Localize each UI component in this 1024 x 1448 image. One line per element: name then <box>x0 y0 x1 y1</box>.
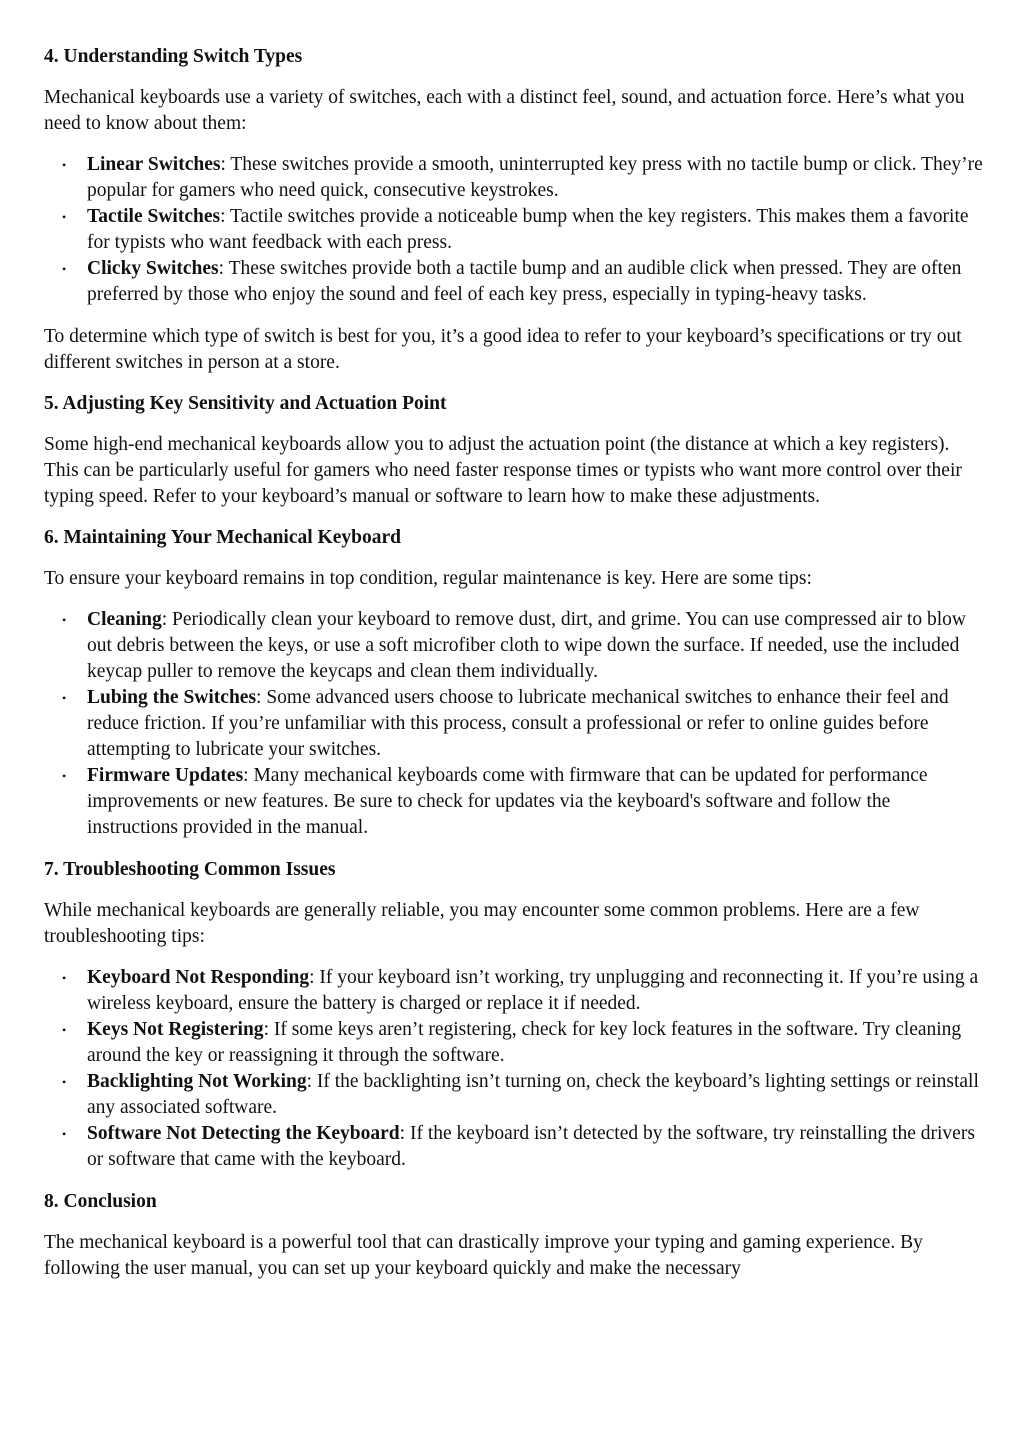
item-term: Lubing the Switches <box>87 687 257 708</box>
list-item <box>87 256 984 308</box>
item-term: Cleaning <box>87 609 162 630</box>
item-text: : If some keys aren’t registering, check for key lock features in the software. Try cleaning around the key or reassigning it through the software. <box>87 1019 962 1066</box>
section-intro: Mechanical keyboards use a variety of switches, each with a distinct feel, sound, and actuation force. Here’s what you need to know about them: <box>44 87 965 134</box>
list-item <box>87 1069 984 1121</box>
list-item <box>87 965 984 1017</box>
item-term: Tactile Switches <box>87 206 221 227</box>
item-term: Keyboard Not Responding <box>87 967 310 988</box>
section-outro: To determine which type of switch is best for you, it’s a good idea to refer to your keyboard’s specifications or try out different switches in person at a store. <box>44 326 962 373</box>
section-intro: While mechanical keyboards are generally reliable, you may encounter some common problems. Here are a few troubleshooting tips: <box>44 900 920 947</box>
item-term: Keys Not Registering <box>87 1019 264 1040</box>
list-item <box>87 204 984 256</box>
item-text: : Some advanced users choose to lubricate mechanical switches to enhance their feel and reduce friction. If you’re unfamiliar with this process, consult a professional or refer to online guides before attempting to lubricate your switches. <box>87 687 949 760</box>
list-item <box>87 685 984 763</box>
item-text: : Many mechanical keyboards come with firmware that can be updated for performance improvements or new features. Be sure to check for updates via the keyboard's software and follow the instructions provided in the manual. <box>87 765 928 838</box>
section-heading: 4. Understanding Switch Types <box>44 46 303 67</box>
section-intro: The mechanical keyboard is a powerful tool that can drastically improve your typing and gaming experience. By following the user manual, you can set up your keyboard quickly and make the necessary <box>44 1232 923 1279</box>
item-term: Clicky Switches <box>87 258 219 279</box>
list-item <box>87 763 984 841</box>
bullet-list <box>44 152 984 308</box>
section-heading: 8. Conclusion <box>44 1191 157 1212</box>
item-text: : If the backlighting isn’t turning on, check the keyboard’s lighting settings or reinstall any associated software. <box>87 1071 979 1118</box>
document-page <box>44 40 984 1297</box>
bullet-list <box>44 607 984 841</box>
section-heading: 5. Adjusting Key Sensitivity and Actuation Point <box>44 393 447 414</box>
item-term: Software Not Detecting the Keyboard <box>87 1123 400 1144</box>
section-heading: 7. Troubleshooting Common Issues <box>44 859 336 880</box>
section-heading: 6. Maintaining Your Mechanical Keyboard <box>44 527 401 548</box>
item-text: : If the keyboard isn’t detected by the software, try reinstalling the drivers or software that came with the keyboard. <box>87 1123 975 1170</box>
item-text: : These switches provide both a tactile bump and an audible click when pressed. They are often preferred by those who enjoy the sound and feel of each key press, especially in typing-heavy tasks. <box>87 258 962 305</box>
item-text: : Tactile switches provide a noticeable bump when the key registers. This makes them a favorite for typists who want feedback with each press. <box>87 206 969 253</box>
item-text: : If your keyboard isn’t working, try unplugging and reconnecting it. If you’re using a wireless keyboard, ensure the battery is charged or replace it if needed. <box>87 967 979 1014</box>
item-term: Firmware Updates <box>87 765 244 786</box>
list-item <box>87 152 984 204</box>
section-intro: Some high-end mechanical keyboards allow you to adjust the actuation point (the distance at which a key registers). This can be particularly useful for gamers who need faster response times or typists who want more control over their typing speed. Refer to your keyboard’s manual or software to learn how to make these adjustments. <box>44 434 962 507</box>
list-item <box>87 1121 984 1173</box>
list-item <box>87 607 984 685</box>
item-text: : Periodically clean your keyboard to remove dust, dirt, and grime. You can use compressed air to blow out debris between the keys, or use a soft microfiber cloth to wipe down the surface. If needed, use the included keycap puller to remove the keycaps and clean them individually. <box>87 609 966 682</box>
list-item <box>87 1017 984 1069</box>
item-text: : These switches provide a smooth, uninterrupted key press with no tactile bump or click. They’re popular for gamers who need quick, consecutive keystrokes. <box>87 154 983 201</box>
section-intro: To ensure your keyboard remains in top condition, regular maintenance is key. Here are some tips: <box>44 568 812 589</box>
bullet-list <box>44 965 984 1173</box>
item-term: Backlighting Not Working <box>87 1071 307 1092</box>
item-term: Linear Switches <box>87 154 221 175</box>
